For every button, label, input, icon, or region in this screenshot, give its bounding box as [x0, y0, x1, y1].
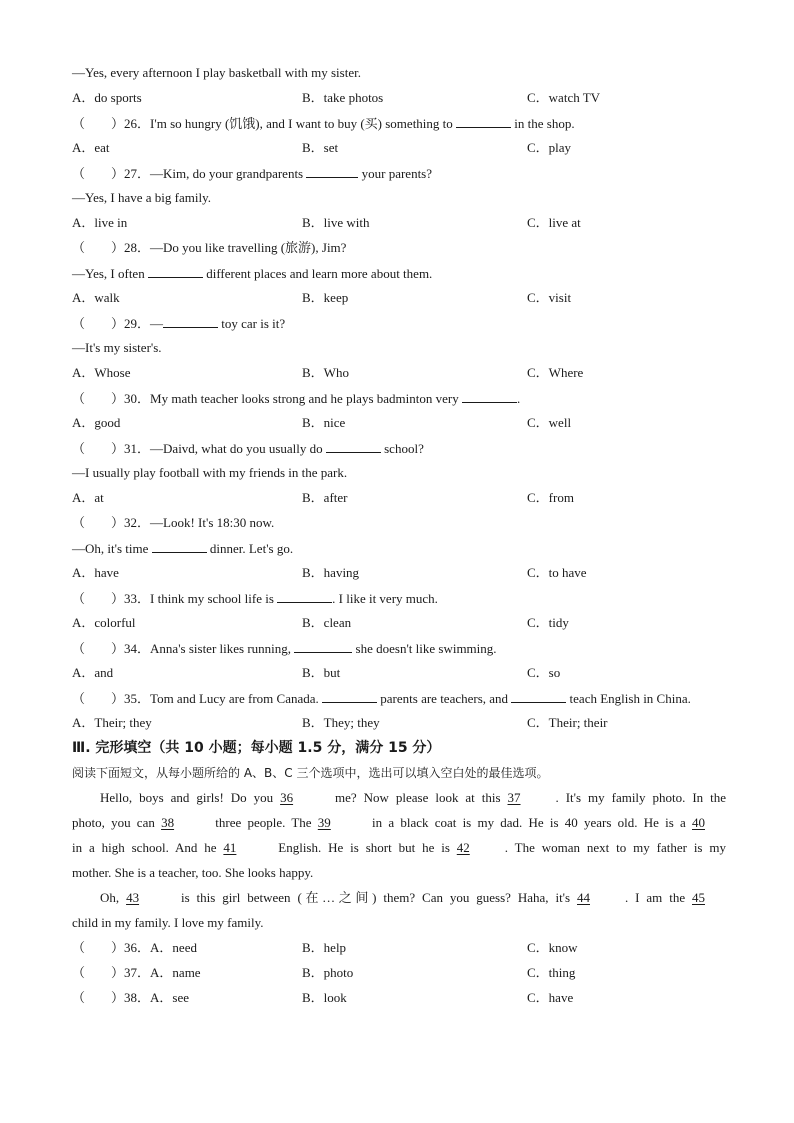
options-row [72, 613, 726, 638]
option-c[interactable]: C．have [527, 990, 574, 1005]
option-b[interactable]: B．nice [302, 415, 346, 430]
option-c[interactable]: C．to have [527, 565, 587, 580]
blank-number: 36 [280, 790, 294, 805]
option-a[interactable]: A．Whose [72, 365, 131, 380]
option-b[interactable]: B．help [302, 940, 347, 955]
blank-number: 38 [161, 815, 175, 830]
blank-number: 45 [692, 890, 705, 905]
option-c[interactable]: C．play [527, 140, 572, 155]
question-29: （ ）29．— toy car is it? [72, 313, 726, 338]
blank-number: 43 [126, 890, 140, 905]
option-a[interactable]: A．do sports [72, 90, 142, 105]
option-c[interactable]: C．Their; their [527, 715, 608, 730]
option-a[interactable]: A．live in [72, 215, 128, 230]
blank [148, 263, 203, 278]
answer-paren[interactable]: （ ） [72, 240, 125, 255]
answer-paren[interactable]: （ ） [72, 515, 125, 530]
option-c[interactable]: C．thing [527, 965, 576, 980]
blank-number: 41 [223, 840, 237, 855]
answer-paren[interactable]: （ ） [72, 316, 125, 331]
option-b[interactable]: B．having [302, 565, 360, 580]
question-33: （ ）33．I think my school life is . I like it very much. [72, 588, 726, 613]
options-row [72, 488, 726, 513]
blank [326, 438, 381, 453]
option-c[interactable]: C．live at [527, 215, 581, 230]
answer-paren[interactable]: （ ） [72, 591, 125, 606]
option-b[interactable]: B．keep [302, 290, 349, 305]
blank [511, 688, 566, 703]
option-a[interactable]: A．good [72, 415, 121, 430]
answer-paren[interactable]: （ ） [72, 641, 125, 656]
question-36: （ ）36．A．need B．help C．know [72, 938, 726, 963]
option-c[interactable]: C．so [527, 665, 561, 680]
passage-line: Oh, 43 is this girl between (在…之间) them? Can you guess? Haha, it's 44 . I am the 45 [72, 888, 726, 913]
question-27: （ ）27．—Kim, do your grandparents your parents? [72, 163, 726, 188]
passage-line: mother. She is a teacher, too. She looks happy. [72, 865, 314, 880]
question-37: （ ）37．A．name B．photo C．thing [72, 963, 726, 988]
option-b[interactable]: B．but [302, 665, 341, 680]
option-c[interactable]: C．from [527, 490, 574, 505]
option-c[interactable]: C．visit [527, 290, 572, 305]
option-a[interactable]: A．have [72, 565, 119, 580]
answer-paren[interactable]: （ ） [72, 441, 125, 456]
answer-paren[interactable]: （ ） [72, 990, 125, 1005]
option-a[interactable]: A．colorful [72, 615, 136, 630]
options-row [72, 213, 726, 238]
option-b[interactable]: B．Who [302, 365, 349, 380]
blank-number: 44 [577, 890, 590, 905]
question-34: （ ）34．Anna's sister likes running, she doesn't like swimming. [72, 638, 726, 663]
options-row [72, 413, 726, 438]
option-a[interactable]: A．see [150, 990, 190, 1005]
blank [462, 388, 517, 403]
blank-number: 39 [317, 815, 331, 830]
question-31: （ ）31．—Daivd, what do you usually do school? [72, 438, 726, 463]
option-b[interactable]: B．set [302, 140, 339, 155]
option-a[interactable]: A．name [150, 965, 201, 980]
blank [294, 638, 352, 653]
blank-number: 37 [507, 790, 521, 805]
answer-paren[interactable]: （ ） [72, 391, 125, 406]
passage-line: child in my family. I love my family. [72, 915, 264, 930]
answer-paren[interactable]: （ ） [72, 940, 125, 955]
option-a[interactable]: A．need [150, 940, 197, 955]
blank [322, 688, 377, 703]
question-38: （ ）38．A．see B．look C．have [72, 988, 726, 1013]
blank-number: 42 [456, 840, 470, 855]
blank [152, 538, 207, 553]
option-b[interactable]: B．photo [302, 965, 354, 980]
section-heading: Ⅲ. 完形填空（共 10 小题；每小题 1.5 分，满分 15 分） [72, 740, 441, 756]
option-a[interactable]: A．Their; they [72, 715, 152, 730]
options-row [72, 363, 726, 388]
option-b[interactable]: B．look [302, 990, 347, 1005]
answer-paren[interactable]: （ ） [72, 965, 125, 980]
answer-line: —It's my sister's. [72, 340, 162, 355]
passage-line: in a high school. And he 41 English. He is short but he is 42 . The woman next to my father is my [72, 838, 726, 863]
option-b[interactable]: B．They; they [302, 715, 380, 730]
passage-line: photo, you can 38 three people. The 39 in a black coat is my dad. He is 40 years old. He is a 40 [72, 813, 726, 838]
options-row [72, 288, 726, 313]
blank [456, 113, 511, 128]
question-30: （ ）30．My math teacher looks strong and he plays badminton very . [72, 388, 726, 413]
option-b[interactable]: B．live with [302, 215, 370, 230]
passage-line: Hello, boys and girls! Do you 36 me? Now please look at this 37 . It's my family photo. In the [72, 788, 726, 813]
options-row [72, 88, 726, 113]
option-a[interactable]: A．at [72, 490, 104, 505]
exam-page [72, 63, 726, 1013]
option-a[interactable]: A．and [72, 665, 114, 680]
blank [277, 588, 332, 603]
options-row [72, 138, 726, 163]
answer-line: —Yes, I often different places and learn more about them. [72, 263, 726, 288]
options-row [72, 713, 726, 738]
option-c[interactable]: C．know [527, 940, 578, 955]
answer-paren[interactable]: （ ） [72, 166, 125, 181]
option-b[interactable]: B．clean [302, 615, 352, 630]
option-a[interactable]: A．eat [72, 140, 110, 155]
answer-line: —I usually play football with my friends in the park. [72, 465, 348, 480]
option-c[interactable]: C．watch TV [527, 90, 601, 105]
answer-line: —Yes, I have a big family. [72, 190, 212, 205]
section-instructions: 阅读下面短文，从每小题所给的 A、B、C 三个选项中，选出可以填入空白处的最佳选项。 [72, 766, 549, 780]
answer-paren[interactable]: （ ） [72, 691, 125, 706]
option-c[interactable]: C．Where [527, 365, 584, 380]
question-28: （ ）28．—Do you like travelling (旅游), Jim? [72, 240, 347, 255]
answer-paren[interactable]: （ ） [72, 116, 125, 131]
blank-number: 40 [692, 815, 705, 830]
option-c[interactable]: C．tidy [527, 615, 569, 630]
option-b[interactable]: B．take photos [302, 90, 384, 105]
answer-line: —Oh, it's time dinner. Let's go. [72, 538, 726, 563]
options-row [72, 563, 726, 588]
option-a[interactable]: A．walk [72, 290, 120, 305]
question-35: （ ）35．Tom and Lucy are from Canada. parents are teachers, and teach English in China. [72, 688, 726, 713]
question-32: （ ）32．—Look! It's 18:30 now. [72, 515, 275, 530]
answer-line: —Yes, every afternoon I play basketball with my sister. [72, 65, 361, 80]
options-row [72, 663, 726, 688]
blank [306, 163, 358, 178]
option-c[interactable]: C．well [527, 415, 572, 430]
question-26: （ ）26．I'm so hungry (饥饿), and I want to buy (买) something to in the shop. [72, 113, 726, 138]
blank [163, 313, 218, 328]
option-b[interactable]: B．after [302, 490, 348, 505]
